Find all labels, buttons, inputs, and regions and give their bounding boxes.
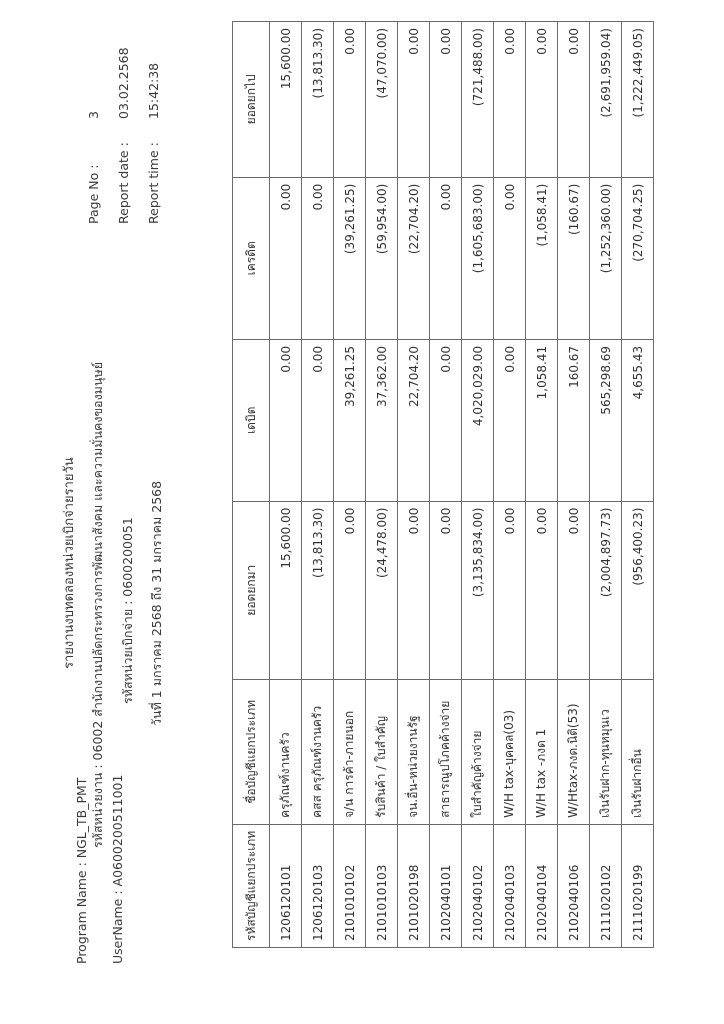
cell-account-name: รับสินค้า / ใบสำคัญ: [366, 679, 398, 824]
cell-account-code: 2101010103: [366, 824, 398, 947]
report-time-value: 15:42:38: [146, 62, 161, 119]
report-date-label: Report date :: [116, 142, 131, 224]
cell-debit: 39,261.25: [334, 339, 366, 501]
trial-balance-table: [232, 21, 654, 948]
cell-closing-balance: 0.00: [334, 22, 366, 178]
cell-account-name: สาธารณูปโภคค้างจ่าย: [430, 679, 462, 824]
cell-account-name: ครุภัณฑ์งานครัว: [270, 679, 302, 824]
cell-opening-balance: 0.00: [526, 501, 558, 679]
cell-account-code: 1206120103: [302, 824, 334, 947]
username: UserName : A0600200511001: [110, 774, 125, 964]
cell-debit: 0.00: [494, 339, 526, 501]
cell-opening-balance: (2,004,897.73): [590, 501, 622, 679]
table-row: [334, 22, 366, 948]
cell-closing-balance: (13,813.30): [302, 22, 334, 178]
cell-credit: (39,261.25): [334, 177, 366, 339]
cell-account-name: W/H tax -ภงด 1: [526, 679, 558, 824]
cell-debit: 1,058.41: [526, 339, 558, 501]
cell-debit: 4,655.43: [622, 339, 654, 501]
cell-account-code: 1206120101: [270, 824, 302, 947]
cell-account-code: 2102040104: [526, 824, 558, 947]
cell-debit: 37,362.00: [366, 339, 398, 501]
cell-credit: 0.00: [430, 177, 462, 339]
unit-line: รหัสหน่วยงาน : 06002 สำนักงานปลัดกระทรวงการพัฒนาสังคม และความมั่นคงของมนุษย์: [90, 361, 105, 848]
cell-closing-balance: 0.00: [558, 22, 590, 178]
cell-opening-balance: 0.00: [494, 501, 526, 679]
cell-credit: 0.00: [270, 177, 302, 339]
table-row: [494, 22, 526, 948]
cell-closing-balance: (47,070.00): [366, 22, 398, 178]
cell-account-name: จ/น การค้า-ภายนอก: [334, 679, 366, 824]
col-account-code: รหัสบัญชีแยกประเภท: [233, 824, 270, 947]
cell-credit: (1,252,360.00): [590, 177, 622, 339]
page-label: Page No :: [86, 164, 101, 224]
cell-credit: (270,704.25): [622, 177, 654, 339]
cell-account-code: 2111020199: [622, 824, 654, 947]
table-row: [302, 22, 334, 948]
table-header-row: [233, 22, 270, 948]
cell-account-name: จน.อื่น-หน่วยงานรัฐ: [398, 679, 430, 824]
cell-debit: 0.00: [302, 339, 334, 501]
cell-account-code: 2102040101: [430, 824, 462, 947]
col-closing-balance: ยอดยกไป: [233, 22, 270, 178]
cell-closing-balance: 0.00: [494, 22, 526, 178]
report-time-label: Report time :: [146, 142, 161, 224]
cell-opening-balance: 0.00: [398, 501, 430, 679]
cell-account-name: คสส ครุภัณฑ์งานครัว: [302, 679, 334, 824]
cell-account-name: เงินรับฝาก-ทุนหมุนเว: [590, 679, 622, 824]
cell-account-name: ใบสำคัญค้างจ่าย: [462, 679, 494, 824]
cell-opening-balance: (3,135,834.00): [462, 501, 494, 679]
cell-opening-balance: 15,600.00: [270, 501, 302, 679]
col-opening-balance: ยอดยกมา: [233, 501, 270, 679]
cell-opening-balance: (956,400.23): [622, 501, 654, 679]
cell-account-code: 2102040102: [462, 824, 494, 947]
cell-account-name: W/Htax-ภงด.นิติ(53): [558, 679, 590, 824]
col-debit: เดบิต: [233, 339, 270, 501]
cell-credit: (1,605,683.00): [462, 177, 494, 339]
cell-opening-balance: (24,478.00): [366, 501, 398, 679]
report-date-value: 03.02.2568: [116, 47, 131, 119]
table-row: [590, 22, 622, 948]
cell-credit: (59,954.00): [366, 177, 398, 339]
cell-closing-balance: 15,600.00: [270, 22, 302, 178]
report-title: รายงานงบทดลองหน่วยเบิกจ่ายรายวัน: [62, 457, 77, 669]
cell-debit: 4,020,029.00: [462, 339, 494, 501]
cell-closing-balance: 0.00: [398, 22, 430, 178]
date-range: วันที่ 1 มกราคม 2568 ถึง 31 มกราคม 2568: [149, 480, 164, 726]
disbursement-unit-line: รหัสหน่วยเบิกจ่าย : 0600200051: [120, 517, 135, 704]
cell-debit: 565,298.69: [590, 339, 622, 501]
col-credit: เครดิต: [233, 177, 270, 339]
table-row: [366, 22, 398, 948]
table-row: [398, 22, 430, 948]
cell-debit: 160.67: [558, 339, 590, 501]
cell-credit: 0.00: [302, 177, 334, 339]
cell-credit: (1,058.41): [526, 177, 558, 339]
cell-closing-balance: 0.00: [526, 22, 558, 178]
cell-account-code: 2101010102: [334, 824, 366, 947]
cell-account-code: 2102040106: [558, 824, 590, 947]
cell-opening-balance: (13,813.30): [302, 501, 334, 679]
cell-opening-balance: 0.00: [430, 501, 462, 679]
cell-account-name: เงินรับฝากอื่น: [622, 679, 654, 824]
cell-opening-balance: 0.00: [334, 501, 366, 679]
cell-credit: (22,704.20): [398, 177, 430, 339]
program-name: Program Name : NGL_TB_PMT: [74, 777, 89, 964]
table-row: [526, 22, 558, 948]
table-row: [270, 22, 302, 948]
cell-credit: (160.67): [558, 177, 590, 339]
cell-debit: 0.00: [430, 339, 462, 501]
cell-account-code: 2101020198: [398, 824, 430, 947]
cell-closing-balance: (721,488.00): [462, 22, 494, 178]
page-value: 3: [86, 111, 101, 119]
cell-debit: 22,704.20: [398, 339, 430, 501]
table-row: [622, 22, 654, 948]
cell-debit: 0.00: [270, 339, 302, 501]
cell-account-code: 2111020102: [590, 824, 622, 947]
cell-account-code: 2102040103: [494, 824, 526, 947]
cell-closing-balance: 0.00: [430, 22, 462, 178]
cell-account-name: W/H tax-บุคคล(03): [494, 679, 526, 824]
table-row: [558, 22, 590, 948]
cell-closing-balance: (2,691,959.04): [590, 22, 622, 178]
table-row: [430, 22, 462, 948]
col-account-name: ชื่อบัญชีแยกประเภท: [233, 679, 270, 824]
cell-opening-balance: 0.00: [558, 501, 590, 679]
table-row: [462, 22, 494, 948]
cell-closing-balance: (1,222,449.05): [622, 22, 654, 178]
cell-credit: 0.00: [494, 177, 526, 339]
